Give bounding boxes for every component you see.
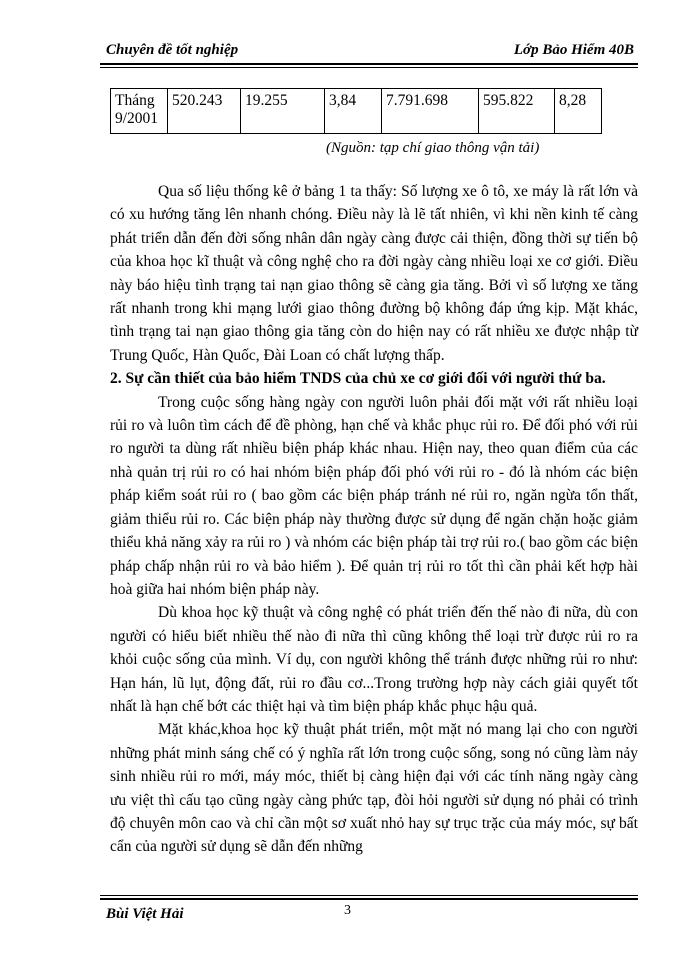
table-cell-period: Tháng 9/2001 [111, 89, 168, 134]
header-class-name: Lớp Bảo Hiểm 40B [513, 42, 634, 58]
footer-author: Bùi Việt Hải [106, 906, 184, 922]
body-paragraph: Trong cuộc sống hàng ngày con người luôn phải đối mặt với rất nhiều loại rủi ro và luôn tìm cách để đề phòng, hạn chế và khắc phục rủi ro. Để đối phó với rủi ro người ta dùng rất nhiều biện pháp khác nhau. Hiện nay, theo quan điểm của các nhà quản trị rủi ro có hai nhóm biện pháp đối phó với rủi ro - đó là nhóm các biện pháp kiểm soát rủi ro ( bao gồm các biện pháp tránh né rủi ro, ngăn ngừa tổn thất, giảm thiểu rủi ro. Các biện pháp này thường được sử dụng để ngăn chặn hoặc giảm thiểu khả năng xảy ra rủi ro ) và nhóm các biện pháp tài trợ rủi ro.( bao gồm các biện pháp chấp nhận rủi ro và bảo hiểm ). Để quản trị rủi ro tốt thì cần phải kết hợp hài hoà giữa hai nhóm biện pháp này. [110, 393, 638, 598]
table-source-note: (Nguồn: tạp chí giao thông vận tải) [326, 140, 540, 156]
table-cell: 8,28 [555, 89, 602, 134]
table-cell: 595.822 [479, 89, 555, 134]
footer-rule-thick [100, 898, 638, 900]
page-header [100, 34, 638, 62]
body-paragraph: Dù khoa học kỹ thuật và công nghệ có phát triển đến thế nào đi nữa, dù con người có hiểu biết nhiều thế nào đi nữa thì cũng không thể loại trừ được rủi ro ra khỏi cuộc sống của mình. Ví dụ, con người không thể tránh được những rủi ro như: Hạn hán, lũ lụt, động đất, rủi ro đầu cơ...Trong trường hợp này cách giải quyết tốt nhất là hạn chế bớt các thiệt hại và tìm biện pháp khắc phục hậu quả. [110, 604, 638, 715]
document-body [110, 180, 638, 859]
table-cell: 19.255 [241, 89, 325, 134]
table-cell: 520.243 [168, 89, 241, 134]
body-paragraph: Qua số liệu thống kê ở bảng 1 ta thấy: Số lượng xe ô tô, xe máy là rất lớn và có xu hướng tăng lên nhanh chóng. Điều này là lẽ tất nhiên, vì khi nền kinh tế càng phát triển dẫn đến đời sống nhân dân ngày càng được cải thiện, đồng thời sự tiến bộ của khoa học kĩ thuật và công nghệ cho ra đời ngày càng nhiều loại xe cơ giới. Điều này báo hiệu tình trạng tai nạn giao thông sẽ càng gia tăng. Bởi vì số lượng xe tăng rất nhanh trong khi mạng lưới giao thông đường bộ không đáp ứng kịp. Mặt khác, tình trạng tai nạn giao thông gia tăng còn do hiện nay có rất nhiều xe được nhập từ Trung Quốc, Hàn Quốc, Đài Loan có chất lượng thấp. [110, 183, 638, 364]
header-document-type: Chuyên đề tốt nghiệp [106, 42, 239, 58]
page-number: 3 [344, 903, 351, 918]
header-rule-thin [100, 67, 638, 68]
statistics-table [110, 88, 602, 134]
table-row [111, 89, 602, 134]
table-cell: 7.791.698 [382, 89, 479, 134]
header-rule-thick [100, 63, 638, 65]
section-heading: 2. Sự cần thiết của bảo hiểm TNDS của chủ xe cơ giới đối với người thứ ba. [110, 370, 606, 388]
body-paragraph: Mặt khác,khoa học kỹ thuật phát triển, một mặt nó mang lại cho con người những phát minh sáng chế có ý nghĩa rất lớn trong cuộc sống, song nó cũng làm nảy sinh nhiều rủi ro mới, máy móc, thiết bị càng hiện đại với các tính năng ngày càng ưu việt thì cấu tạo cũng ngày càng phức tạp, đòi hỏi người sử dụng nó phải có trình độ chuyên môn cao và chỉ cần một sơ xuất nhỏ hay sự trục trặc của máy móc, sự bất cẩn của người sử dụng sẽ dẫn đến những [110, 721, 638, 856]
table-cell: 3,84 [325, 89, 382, 134]
footer-rule-thin [100, 895, 638, 896]
page-footer [100, 895, 638, 925]
